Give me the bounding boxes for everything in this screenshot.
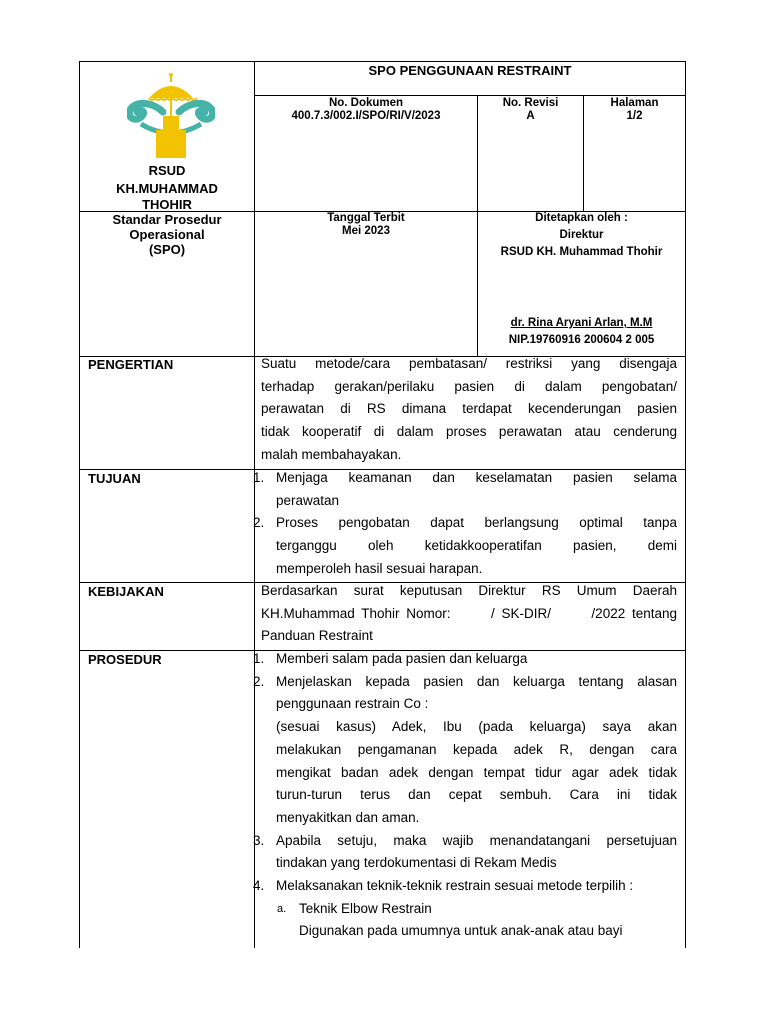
issue-date-value: Mei 2023 [342, 225, 390, 237]
kebijakan-line-3: Panduan Restraint [261, 628, 373, 644]
section-label-tujuan: TUJUAN [88, 471, 141, 486]
list-item-number: 1. [253, 470, 265, 485]
hospital-name-line-3: THOHIR [142, 197, 192, 212]
page-label: Halaman [610, 97, 659, 109]
prosedur-3-line-1: Apabila setuju, maka wajib menandatangani persetujuan [276, 832, 677, 848]
sub-item-letter: a. [277, 902, 287, 915]
prosedur-2-line-6: turun-turun terus dan cepat sembuh. Cara ini tidak [276, 787, 677, 803]
pengertian-line-3: perawatan di RS dimana terdapat kecenderungan pasien [261, 401, 677, 417]
spo-label-line-1: Standar Prosedur [112, 212, 222, 227]
table-border-right [685, 61, 686, 948]
list-item-number: 2. [253, 673, 265, 689]
tujuan-list [253, 467, 677, 581]
approved-organization: RSUD KH. Muhammad Thohir [500, 246, 663, 258]
signatory-nip: NIP.19760916 200604 2 005 [508, 334, 655, 346]
pengertian-line-2: terhadap gerakan/perilaku pasien di dalam pengobatan/ [261, 378, 677, 394]
pengertian-line-4: tidak kooperatif di dalam proses perawatan atau cenderung [261, 424, 677, 440]
page-value: 1/2 [626, 110, 643, 122]
prosedur-2-line-5: mengikat badan adek dengan tempat tidur agar adek tidak [276, 764, 677, 780]
kebijakan-line-1: Berdasarkan surat keputusan Direktur RS Umum Daerah [261, 583, 677, 598]
prosedur-2-line-4: melakukan pengamanan kepada adek R, dengan cara [276, 741, 677, 757]
tujuan-1-line-2: perawatan [276, 492, 340, 508]
list-item [253, 671, 677, 830]
list-item [253, 512, 677, 580]
spo-label-line-2: Operasional [129, 227, 205, 242]
sub-list-item [253, 898, 677, 943]
prosedur-2-line-7: menyakitkan dan aman. [276, 809, 420, 825]
approved-by-label: Ditetapkan oleh : [535, 212, 628, 224]
spo-label-line-3: (SPO) [148, 242, 186, 257]
title-divider [254, 95, 686, 96]
revision-label: No. Revisi [502, 97, 559, 109]
revision-value: A [526, 110, 535, 122]
tujuan-2-line-3: memperoleh hasil sesuai harapan. [276, 560, 483, 576]
list-item-number: 3. [253, 832, 265, 848]
hospital-name [80, 163, 254, 213]
hospital-name-line-1: RSUD [148, 163, 186, 178]
kebijakan-line-2: KH.Muhammad Thohir Nomor: / SK-DIR/ /2022 tentang [261, 605, 677, 621]
list-item [253, 830, 677, 875]
document-number-value: 400.7.3/002.I/SPO/RI/V/2023 [291, 110, 441, 122]
prosedur-4-line-1: Melaksanakan teknik-teknik restrain sesuai metode terpilih : [276, 878, 634, 894]
pengertian-line-1: Suatu metode/cara pembatasan/ restriksi yang disengaja [261, 356, 677, 371]
document-number-label: No. Dokumen [328, 97, 404, 109]
issue-date-cell [255, 212, 477, 238]
sub-item-description: Digunakan pada umumnya untuk anak-anak atau bayi [299, 923, 623, 939]
section-content-pengertian [261, 353, 677, 467]
list-item-number: 1. [253, 651, 265, 666]
prosedur-3-line-2: tindakan yang terdokumentasi di Rekam Medis [276, 855, 557, 871]
pengertian-line-5: malah membahayakan. [261, 446, 402, 462]
section-label-kebijakan: KEBIJAKAN [88, 584, 164, 599]
prosedur-2-line-3: (sesuai kasus) Adek, Ibu (pada keluarga) saya akan [276, 719, 677, 735]
issue-date-label: Tanggal Terbit [327, 212, 405, 224]
tujuan-2-line-1: Proses pengobatan dapat berlangsung optimal tanpa [276, 515, 677, 531]
tujuan-1-line-1: Menjaga keamanan dan keselamatan pasien selama [276, 470, 677, 485]
prosedur-list [253, 648, 677, 943]
hospital-emblem-umbrella-icon [127, 72, 215, 162]
document-title: SPO PENGGUNAAN RESTRAINT [368, 63, 572, 78]
list-item-number: 4. [253, 878, 265, 894]
section-content-kebijakan [261, 580, 677, 648]
hospital-name-line-2: KH.MUHAMMAD [116, 181, 218, 196]
document-number-cell [255, 97, 477, 123]
signatory-name: dr. Rina Aryani Arlan, M.M [510, 317, 653, 329]
tujuan-2-line-2: terganggu oleh ketidakkooperatifan pasien, demi [276, 538, 677, 554]
list-item [253, 467, 677, 512]
approved-position: Direktur [559, 229, 604, 241]
spo-label [80, 212, 254, 257]
prosedur-1-line-1: Memberi salam pada pasien dan keluarga [276, 651, 528, 666]
section-label-prosedur: PROSEDUR [88, 652, 162, 667]
table-border-top [79, 61, 686, 62]
sub-item-title: Teknik Elbow Restrain [299, 900, 432, 916]
prosedur-2-line-2: penggunaan restrain Co : [276, 696, 429, 712]
list-item-number: 2. [253, 515, 265, 531]
section-label-pengertian: PENGERTIAN [88, 357, 174, 372]
prosedur-2-line-1: Menjelaskan kepada pasien dan keluarga tentang alasan [276, 673, 677, 689]
approval-cell [478, 212, 685, 346]
list-item [253, 648, 677, 671]
list-item [253, 875, 677, 898]
page-cell [584, 97, 685, 123]
revision-cell [478, 97, 583, 123]
